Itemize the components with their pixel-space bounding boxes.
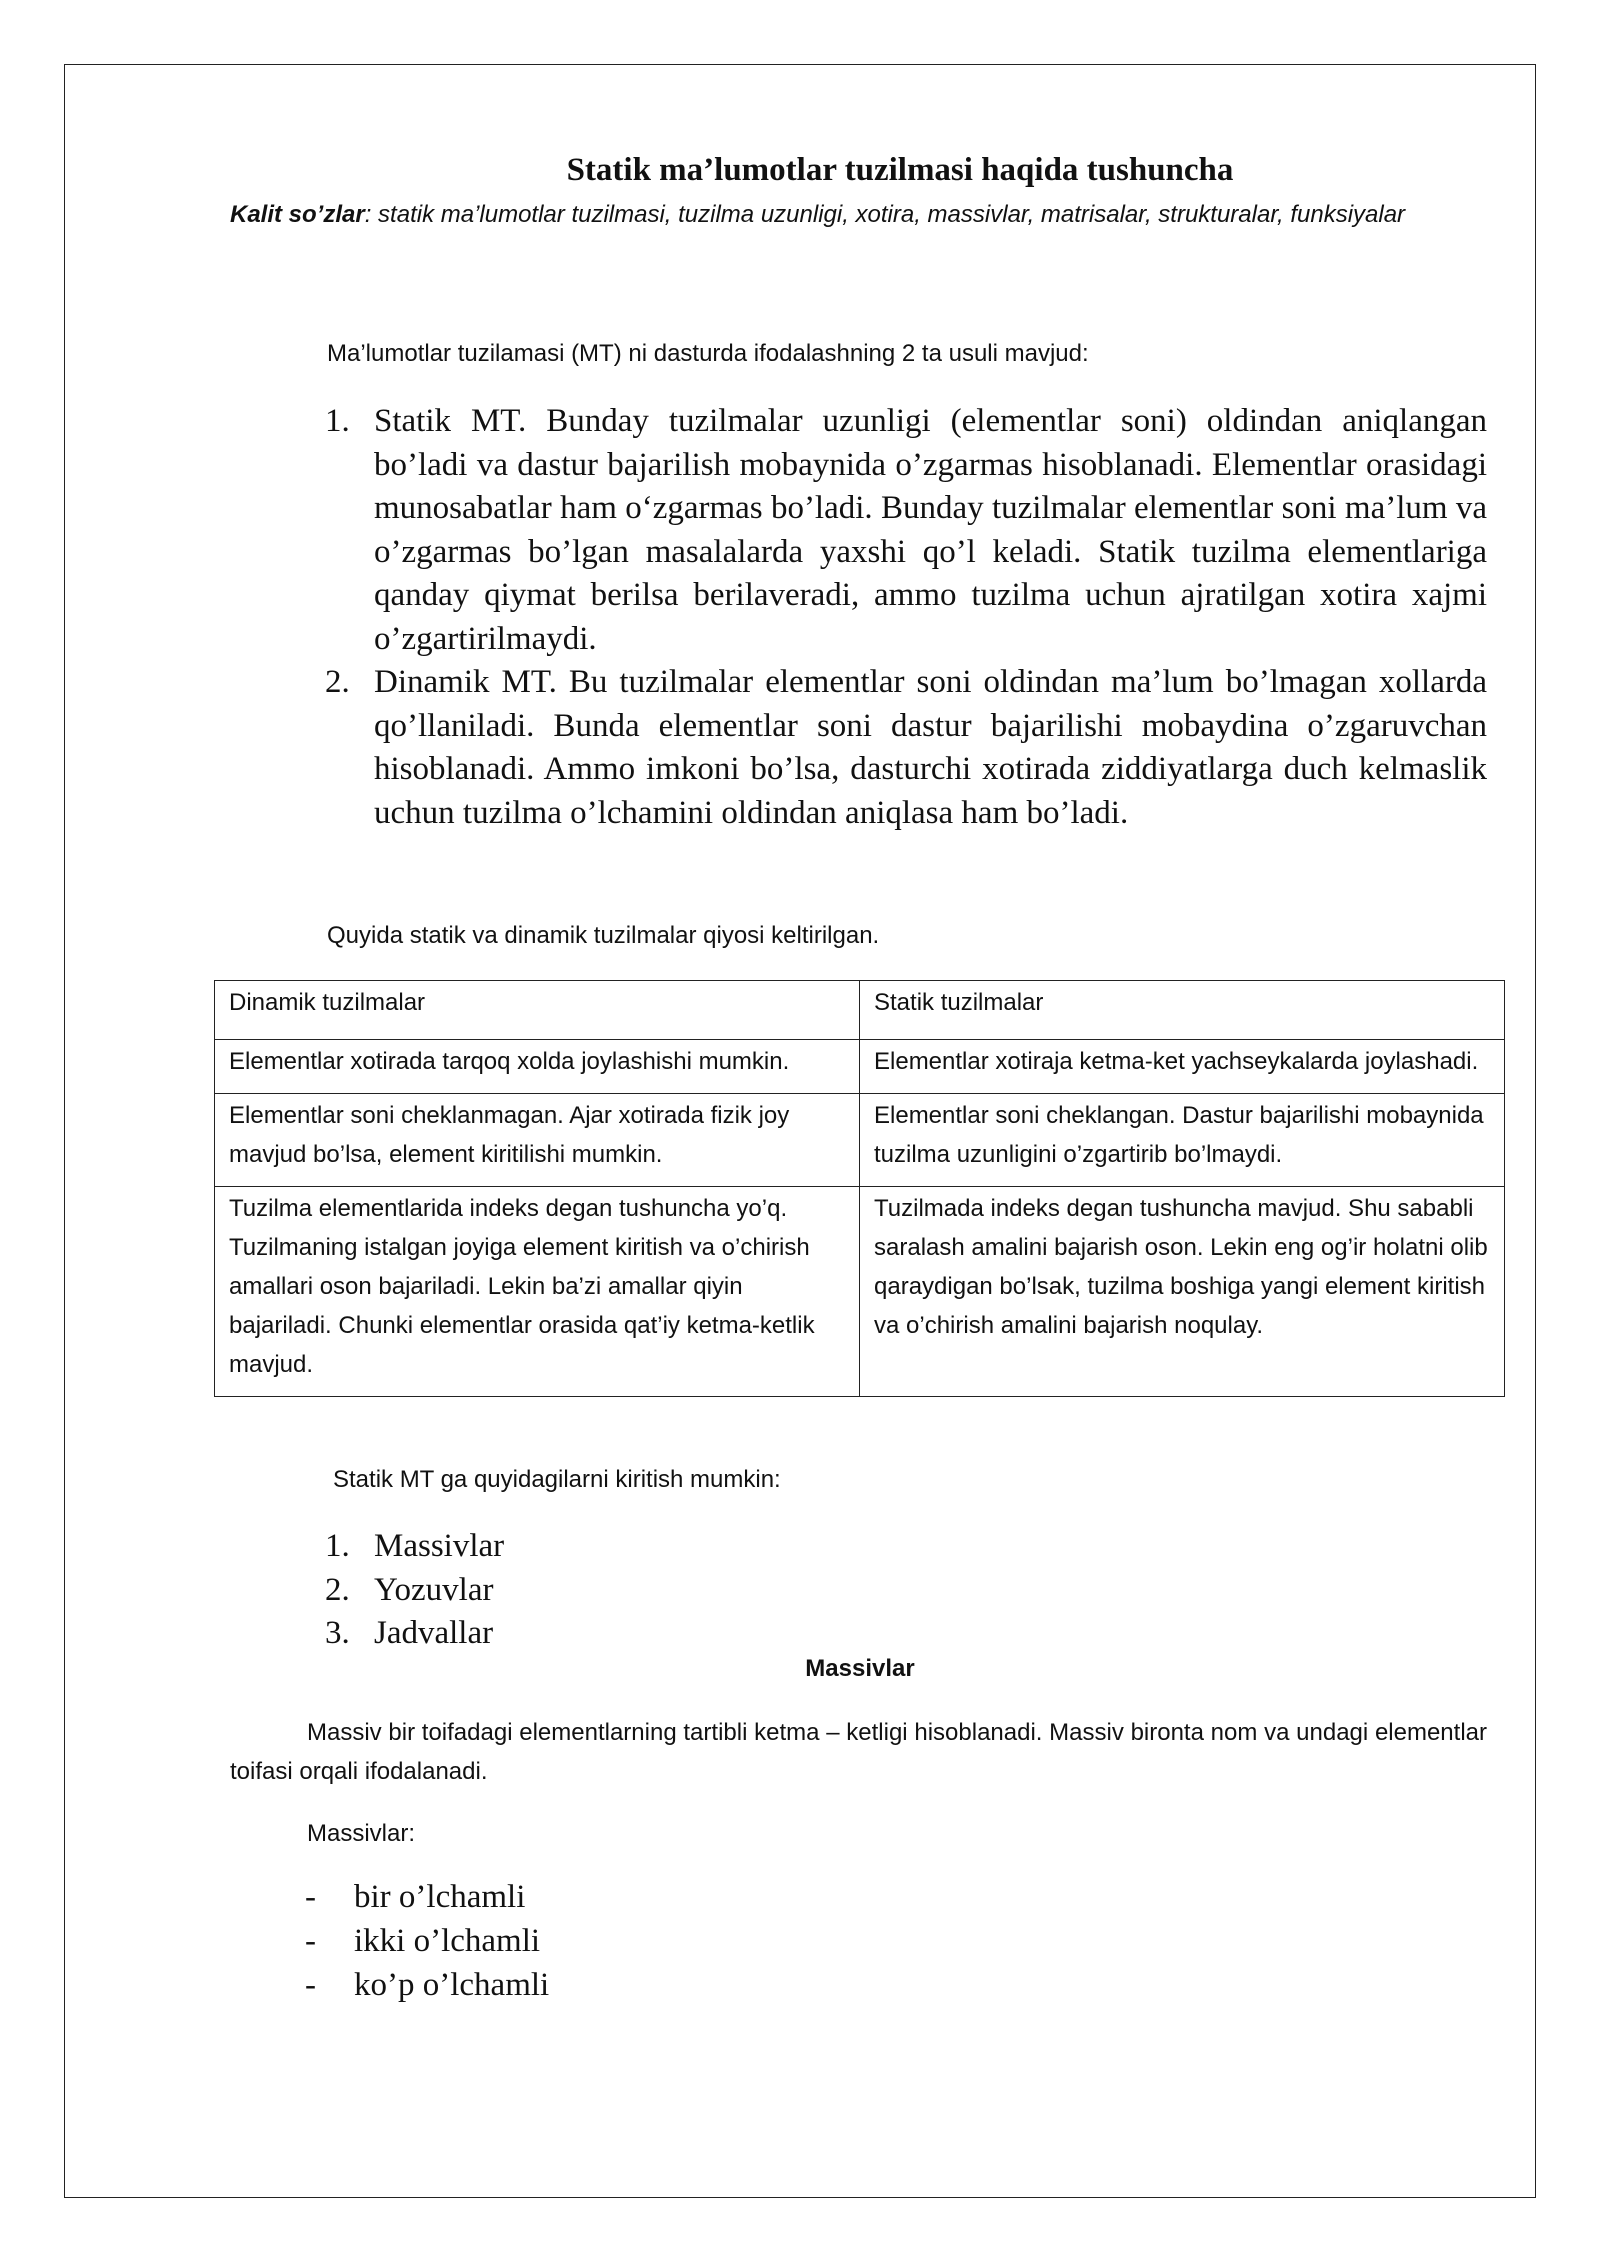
- list-item-text: ko’p o’lchamli: [354, 1967, 550, 2003]
- keywords-line: [230, 195, 1490, 234]
- document-title: Statik ma’lumotlar tuzilmasi haqida tushuncha: [566, 152, 1234, 188]
- table-cell: Elementlar xotiraja ketma-ket yachseykalarda joylashadi.: [860, 1040, 1505, 1094]
- comparison-intro: Quyida statik va dinamik tuzilmalar qiyosi keltirilgan.: [327, 922, 880, 949]
- list-item-number: 2.: [325, 1571, 350, 1608]
- table-header-cell: Statik tuzilmalar: [860, 981, 1505, 1040]
- list-item-text: Statik MT. Bunday tuzilmalar uzunligi (elementlar soni) oldindan aniqlangan bo’ladi va dastur bajarilish mobaynida o’zgarmas hisoblanadi. Elementlar orasidagi munosabatlar ham o‘zgarmas bo’ladi. Bunday tuzilmalar elementlar soni ma’lum va o’zgarmas bo’lgan masalalarda yaxshi qo’l keladi. Statik tuzilma elementlariga qanday qiymat berilsa berilaveradi, ammo tuzilma uchun ajratilgan xotira xajmi o’zgartirilmaydi.: [374, 403, 1487, 657]
- list-item-text: bir o’lchamli: [354, 1879, 526, 1915]
- list-item-dash: -: [305, 1967, 316, 2003]
- table-row: [215, 1187, 1505, 1397]
- list-item: [305, 1919, 549, 1963]
- table-cell: Elementlar soni cheklangan. Dastur bajarilishi mobaynida tuzilma uzunligini o’zgartirib bo’lmaydi.: [860, 1094, 1505, 1187]
- list-item: [325, 1525, 504, 1569]
- list-item-text: Dinamik MT. Bu tuzilmalar elementlar soni oldindan ma’lum bo’lmagan xollarda qo’llaniladi. Bunda elementlar soni dastur bajarilishi mobaydina o’zgaruvchan hisoblanadi. Ammo imkoni bo’lsa, dasturchi xotirada ziddiyatlarga duch kelmaslik uchun tuzilma o’lchamini oldindan aniqlasa ham bo’ladi.: [374, 664, 1487, 831]
- list-item: [325, 400, 1487, 661]
- list-item-text: ikki o’lchamli: [354, 1923, 541, 1959]
- massiv-label: Massivlar:: [307, 1820, 416, 1847]
- list-item: [325, 661, 1487, 835]
- list-item-number: 1.: [325, 403, 350, 439]
- list-item-number: 2.: [325, 664, 350, 700]
- list-item: [325, 1569, 504, 1613]
- list-item-number: 1.: [325, 1528, 350, 1564]
- table-header-row: [215, 981, 1505, 1040]
- keywords-text: : statik ma’lumotlar tuzilmasi, tuzilma uzunligi, xotira, massivlar, matrisalar, strukturalar, funksiyalar: [364, 201, 1406, 228]
- table-header-cell: Dinamik tuzilmalar: [215, 981, 860, 1040]
- table-cell: Tuzilma elementlarida indeks degan tushuncha yo’q. Tuzilmaning istalgan joyiga element kiritish va o’chirish amallari oson bajariladi. Lekin ba’zi amallar qiyin bajariladi. Chunki elementlar orasida qat’iy ketma-ketlik mavjud.: [215, 1187, 860, 1397]
- list-item-number: 3.: [325, 1615, 350, 1651]
- mt-types-list: [325, 400, 1487, 835]
- static-types-intro: Statik MT ga quyidagilarni kiritish mumkin:: [333, 1466, 781, 1493]
- table-cell: Elementlar xotirada tarqoq xolda joylashishi mumkin.: [215, 1040, 860, 1094]
- table-row: [215, 1094, 1505, 1187]
- table-cell: Elementlar soni cheklanmagan. Ajar xotirada fizik joy mavjud bo’lsa, element kiritilishi mumkin.: [215, 1094, 860, 1187]
- dimensions-list: [305, 1875, 549, 2007]
- table-cell: Tuzilmada indeks degan tushuncha mavjud. Shu sababli saralash amalini bajarish oson. Lekin eng og’ir holatni olib qaraydigan bo’lsak, tuzilma boshiga yangi element kiritish va o’chirish amalini bajarish noqulay.: [860, 1187, 1505, 1397]
- list-item-dash: -: [305, 1923, 316, 1959]
- static-types-list: [325, 1525, 504, 1656]
- list-item: [325, 1612, 504, 1656]
- table-row: [215, 1040, 1505, 1094]
- keywords-label: Kalit so’zlar: [230, 201, 365, 228]
- massiv-paragraph: Massiv bir toifadagi elementlarning tartibli ketma – ketligi hisoblanadi. Massiv bironta nom va undagi elementlar toifasi orqali ifodalanadi.: [230, 1719, 1487, 1785]
- list-item-text: Jadvallar: [374, 1615, 494, 1651]
- list-item-dash: -: [305, 1879, 316, 1915]
- section-heading: Massivlar: [805, 1655, 915, 1682]
- list-item-text: Massivlar: [374, 1528, 505, 1564]
- list-item: [305, 1963, 549, 2007]
- intro-paragraph: Ma’lumotlar tuzilamasi (MT) ni dasturda ifodalashning 2 ta usuli mavjud:: [327, 340, 1089, 367]
- comparison-table: [214, 980, 1505, 1397]
- list-item: [305, 1875, 549, 1919]
- list-item-text: Yozuvlar: [374, 1571, 494, 1608]
